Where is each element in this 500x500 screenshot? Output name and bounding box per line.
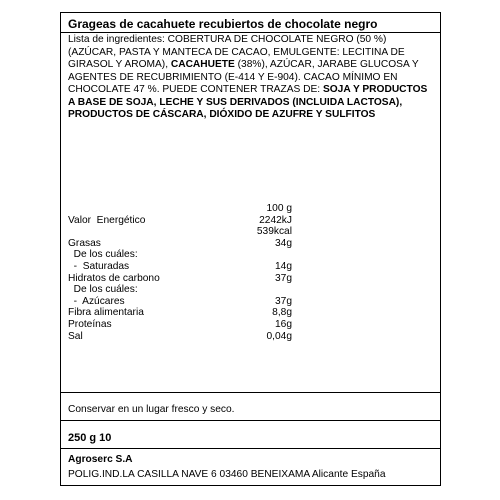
nutrient-value: 34g xyxy=(275,237,292,249)
nutrient-name: De los cuáles: xyxy=(68,284,138,296)
net-weight: 250 g 10 xyxy=(68,432,112,444)
nutrient-name: Grasas xyxy=(68,237,101,249)
nutrition-row xyxy=(68,331,428,343)
company-name: Agroserc S.A xyxy=(68,454,133,465)
storage-instructions: Conservar en un lugar fresco y seco. xyxy=(68,404,235,415)
nutrient-value: 8,8g xyxy=(272,307,292,319)
nutrient-name: Fibra alimentaria xyxy=(68,307,144,319)
nutrient-value: 16g xyxy=(275,318,292,330)
nutrient-value: 37g xyxy=(275,272,292,284)
nutrient-name: Proteínas xyxy=(68,318,112,330)
nutrition-row xyxy=(68,215,428,227)
allergen-text: CACAHUETE xyxy=(170,59,235,70)
nutrient-value: 539kcal xyxy=(256,226,292,238)
nutrient-value: 2242kJ xyxy=(259,214,292,226)
nutrition-table xyxy=(68,203,428,342)
nutrient-value: 0,04g xyxy=(266,330,292,342)
company-divider xyxy=(61,448,440,449)
nutrition-row xyxy=(68,296,428,308)
nutrient-name: De los cuáles: xyxy=(68,249,138,261)
ingredient-text: Lista de ingredientes: COBERTURA DE CHOCOLATE NEGRO (50 %) (AZÚCAR, PASTA Y MANTECA DE CACAO, EMULGENTE: LECITINA DE GIRASOL Y AROMA), xyxy=(68,34,405,70)
company-address: POLIG.IND.LA CASILLA NAVE 6 03460 BENEIXAMA Alicante España xyxy=(68,469,386,480)
nutrition-row xyxy=(68,238,428,250)
nutrition-row xyxy=(68,319,428,331)
nutrient-name: Hidratos de carbono xyxy=(68,272,160,284)
nutrition-row xyxy=(68,273,428,285)
nutrition-header: 100 g xyxy=(266,203,292,214)
nutrition-header-row xyxy=(68,203,428,215)
storage-divider xyxy=(61,392,440,393)
nutrient-value: 14g xyxy=(275,260,292,272)
product-label xyxy=(60,12,441,486)
nutrient-name: Valor Energético xyxy=(68,214,146,226)
weight-divider xyxy=(61,420,440,421)
product-title: Grageas de cacahuete recubiertos de chocolate negro xyxy=(68,17,378,31)
nutrient-name: Sal xyxy=(68,330,83,342)
nutrition-row xyxy=(68,307,428,319)
nutrition-row xyxy=(68,284,428,296)
ingredients-list xyxy=(68,34,434,122)
nutrition-row xyxy=(68,249,428,261)
nutrient-value: 37g xyxy=(275,295,292,307)
title-divider xyxy=(61,32,440,33)
nutrient-name: - Saturadas xyxy=(68,260,130,272)
nutrition-row xyxy=(68,261,428,273)
ingredient-text: (38%), AZÚCAR, JARABE GLUCOSA Y AGENTES DE RECUBRIMIENTO (E-414 Y E-904). CACAO MÍNIMO EN CHOCOLATE 47 %. PUEDE CONTENER TRAZAS DE: xyxy=(68,59,419,95)
allergen-text: SOJA Y PRODUCTOS A BASE DE SOJA, LECHE Y SUS DERIVADOS (INCLUIDA LACTOSA), PRODUCTOS DE CÁSCARA, DIÓXIDO DE AZUFRE Y SULFITOS xyxy=(68,84,428,120)
nutrient-name: - Azúcares xyxy=(68,295,125,307)
nutrition-row xyxy=(68,226,428,238)
